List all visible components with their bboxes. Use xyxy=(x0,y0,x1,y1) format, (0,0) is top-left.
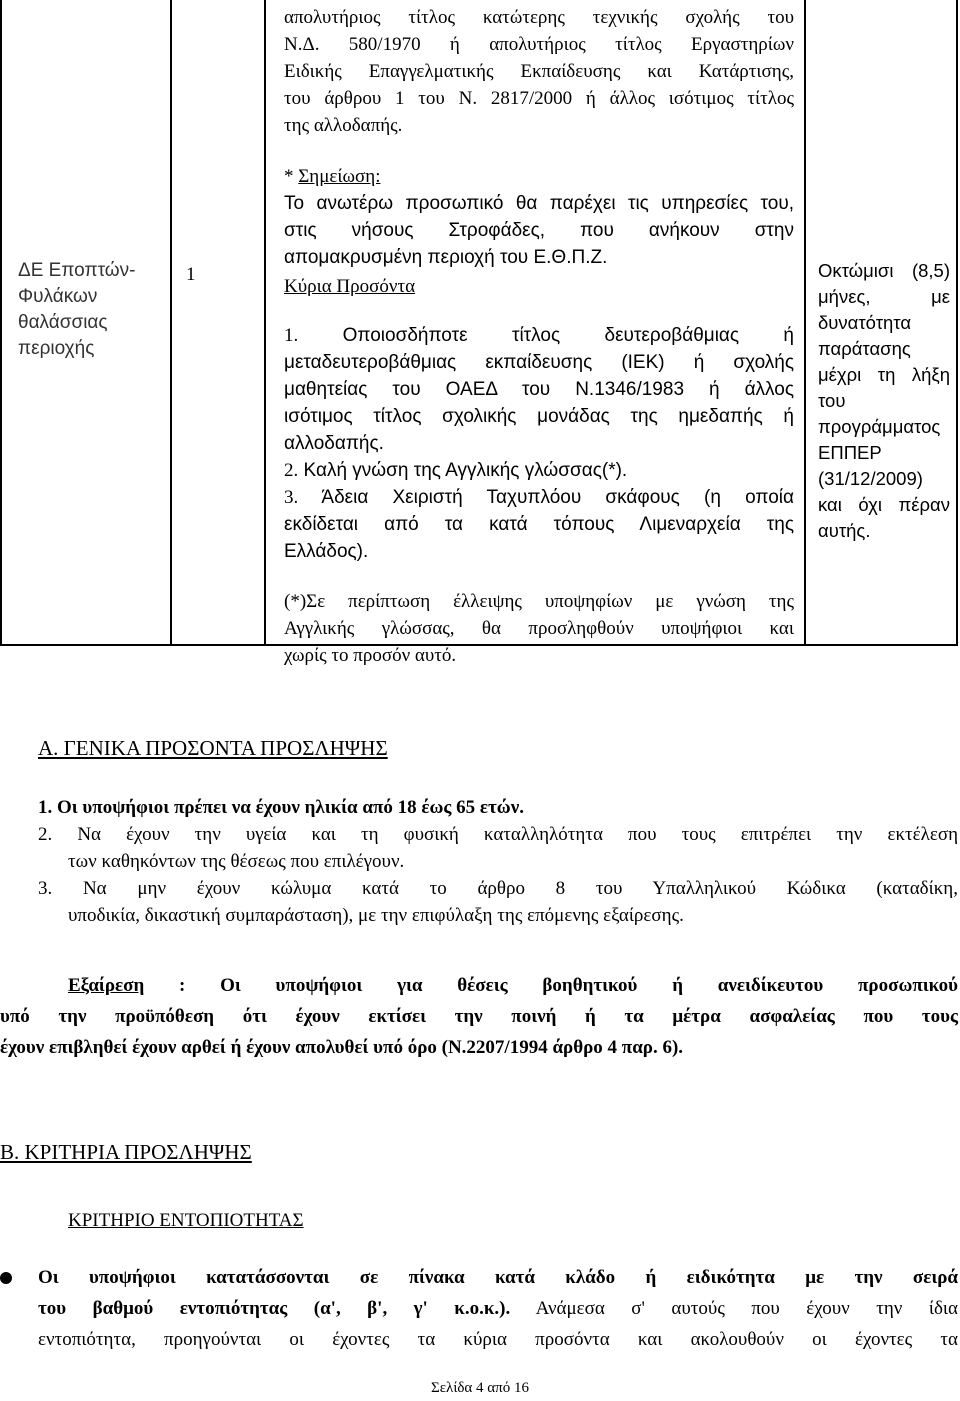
section-a-item2-cont: των καθηκόντων της θέσεως που επιλέγουν. xyxy=(68,851,405,872)
footnote-line: (*)Σε περίπτωση έλλειψης υποψηφίων με γνώση της xyxy=(284,591,794,612)
footnote-line: χωρίς το προσόν αυτό. xyxy=(284,645,457,666)
note-line: στις νήσους Στροφάδες, που ανήκουν στην xyxy=(284,220,794,241)
bullet-line: του βαθμού εντοπιότητας (α', β', γ' κ.ο.κ.). Ανάμεσα σ' αυτούς που έχουν την ίδια xyxy=(38,1298,958,1319)
position-title-cell: ΔΕ Εποπτών-Φυλάκων θαλάσσιας περιοχής xyxy=(18,260,136,359)
item1-line: 1. Οποιοσδήποτε τίτλος δευτεροβάθμιας ή xyxy=(284,325,794,346)
exception-line: έχουν επιβληθεί έχουν αρθεί ή έχουν απολυθεί υπό όρο (Ν.2207/1994 άρθρο 4 παρ. 6). xyxy=(0,1037,684,1058)
item1-line: αλλοδαπής. xyxy=(284,433,384,454)
section-a-item3-cont: υποδικία, δικαστική συμπαράσταση), με την επιφύλαξη της επόμενης εξαίρεσης. xyxy=(68,905,684,926)
section-a-item3: 3. Να μην έχουν κώλυμα κατά το άρθρο 8 του Υπαλληλικού Κώδικα (καταδίκη, xyxy=(38,878,958,899)
intro-line: Ειδικής Επαγγελματικής Εκπαίδευσης και Κατάρτισης, xyxy=(284,61,794,82)
table-divider xyxy=(264,0,266,644)
item2-line: 2. Καλή γνώση της Αγγλικής γλώσσας(*). xyxy=(284,460,628,481)
item1-line: μεταδευτεροβάθμιας εκπαίδευσης (ΙΕΚ) ή σχολής xyxy=(284,352,794,373)
bullet-line: εντοπιότητα, προηγούνται οι έχοντες τα κύρια προσόντα και ακολουθούν οι έχοντες τα xyxy=(38,1329,958,1350)
footnote-line: Αγγλικής γλώσσας, θα προσληφθούν υποψήφιοι και xyxy=(284,618,794,639)
page-footer: Σελίδα 4 από 16 xyxy=(431,1380,529,1396)
section-a-item2: 2. Να έχουν την υγεία και τη φυσική καταλληλότητα που τους επιτρέπει την εκτέλεση xyxy=(38,824,959,845)
note-line: Το ανωτέρω προσωπικό θα παρέχει τις υπηρεσίες του, xyxy=(284,193,794,214)
section-b-title: Β. ΚΡΙΤΗΡΙΑ ΠΡΟΣΛΗΨΗΣ xyxy=(0,1140,252,1164)
section-b-subtitle: ΚΡΙΤΗΡΙΟ ΕΝΤΟΠΙΟΤΗΤΑΣ xyxy=(68,1210,304,1231)
section-a-title: Α. ΓΕΝΙΚΑ ΠΡΟΣΟΝΤΑ ΠΡΟΣΛΗΨΗΣ xyxy=(38,736,388,760)
intro-line: Ν.Δ. 580/1970 ή απολυτήριος τίτλος Εργαστηρίων xyxy=(284,34,794,55)
bullet-icon xyxy=(0,1272,12,1284)
note-heading: * Σημείωση: xyxy=(284,166,381,187)
positions-count-cell: 1 xyxy=(186,264,196,285)
note-line: απομακρυσμένη περιοχή του Ε.Θ.Π.Ζ. xyxy=(284,247,608,268)
intro-line: του άρθρου 1 του Ν. 2817/2000 ή άλλος ισότιμος τίτλος xyxy=(284,88,794,109)
item3-line: εκδίδεται από τα κατά τόπους Λιμεναρχεία της xyxy=(284,514,794,535)
item1-line: μαθητείας του ΟΑΕΔ του Ν.1346/1983 ή άλλος xyxy=(284,379,794,400)
item3-line: Ελλάδος). xyxy=(284,541,369,562)
bullet-line: Οι υποψήφιοι κατατάσσονται σε πίνακα κατά κλάδο ή ειδικότητα με την σειρά xyxy=(38,1267,958,1288)
intro-line: της αλλοδαπής. xyxy=(284,115,403,136)
exception-line: υπό την προϋπόθεση ότι έχουν εκτίσει την ποινή ή τα μέτρα ασφαλείας που τους xyxy=(0,1006,958,1027)
table-divider xyxy=(804,0,806,644)
exception-label: Εξαίρεση xyxy=(68,975,145,996)
note-title: Σημείωση: xyxy=(298,166,381,187)
exception-line: Εξαίρεση : Οι υποψήφιοι για θέσεις βοηθητικού ή ανειδίκευτου προσωπικού xyxy=(68,975,958,996)
item3-line: 3. Άδεια Χειριστή Ταχυπλόου σκάφους (η οποία xyxy=(284,487,795,508)
intro-line: απολυτήριος τίτλος κατώτερης τεχνικής σχολής του xyxy=(284,7,794,28)
main-qualifications-title: Κύρια Προσόντα xyxy=(284,276,416,297)
section-b-bullet xyxy=(0,1262,958,1355)
duration-cell: Οκτώμισι (8,5) μήνες, με δυνατότητα παράτασης μέχρι τη λήξη του προγράμματος ΕΠΠΕΡ (31/12/2009) και όχι πέραν αυτής. xyxy=(818,260,950,541)
qualifications-cell xyxy=(284,0,794,669)
table-divider xyxy=(170,0,172,644)
section-a-list xyxy=(38,794,958,929)
item1-line: ισότιμος τίτλος σχολικής μονάδας της ημεδαπής ή xyxy=(284,406,794,427)
section-a-item1: 1. Οι υποψήφιοι πρέπει να έχουν ηλικία από 18 έως 65 ετών. xyxy=(38,797,524,818)
exception-paragraph xyxy=(0,970,958,1063)
